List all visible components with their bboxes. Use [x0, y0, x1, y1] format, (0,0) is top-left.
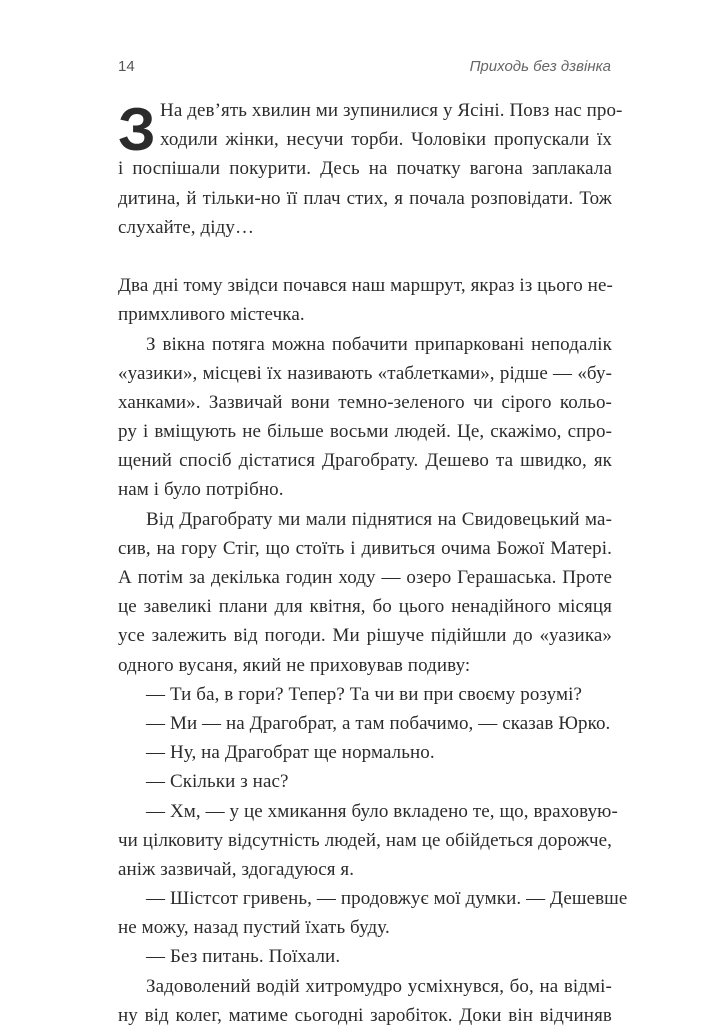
text-line: усе залежить від погоди. Ми рішуче підійшли до «уазика»	[118, 625, 612, 647]
text-line: і поспішали покурити. Десь на початку вагона заплакала	[118, 158, 612, 180]
drop-cap: З	[118, 96, 156, 163]
text-line: «уазики», місцеві їх називають «таблетками», рідше — «бу-	[118, 362, 612, 384]
text-line: ну від колег, матиме сьогодні заробіток. Доки він відчиняв	[118, 1004, 612, 1026]
text-line: — Ну, на Драгобрат ще нормально.	[146, 742, 435, 764]
text-line: сив, на гору Стіг, що стоїть і дивиться очима Божої Матері.	[118, 537, 612, 559]
text-line: нам і було потрібно.	[118, 479, 284, 501]
text-line: Від Драгобрату ми мали піднятися на Свидовецький ма-	[146, 508, 612, 530]
text-line: Два дні тому звідси почався наш маршрут, якраз із цього не-	[118, 275, 613, 297]
text-line: — Шістсот гривень, — продовжує мої думки. — Дешевше	[146, 888, 628, 910]
text-line: ханками». Зазвичай вони темно-зеленого чи сірого кольо-	[118, 391, 612, 413]
text-line: одного вусаня, який не приховував подиву:	[118, 654, 471, 676]
book-title: Приходь без дзвінка	[469, 58, 611, 75]
text-line: — Ми — на Драгобрат, а там побачимо, — сказав Юрко.	[146, 712, 611, 734]
text-line: не можу, назад пустий їхать буду.	[118, 917, 390, 939]
text-line: А потім за декілька годин ходу — озеро Герашаська. Проте	[118, 567, 612, 588]
running-header	[118, 58, 611, 80]
page-number: 14	[118, 58, 135, 75]
section-break	[118, 242, 612, 271]
text-line: На дев’ять хвилин ми зупинилися у Ясіні. Повз нас про-	[160, 100, 623, 121]
body-text	[118, 96, 628, 1030]
text-line: — Скільки з нас?	[146, 771, 289, 793]
text-line: З вікна потяга можна побачити припарковані неподалік	[146, 333, 612, 355]
text-line: дитина, й тільки-но її плач стих, я почала розповідати. Тож	[118, 187, 612, 209]
text-line: це завеликі плани для квітня, бо цього ненадійного місяця	[118, 596, 612, 618]
text-line: ходили жінки, несучи торби. Чоловіки пропускали їх	[160, 129, 612, 151]
text-line: примхливого містечка.	[118, 304, 305, 326]
text-line: — Хм, — у це хмикання було вкладено те, що, враховую-	[146, 800, 618, 822]
text-line: Задоволений водій хитромудро усміхнувся, бо, на відмі-	[146, 975, 612, 997]
text-line: — Без питань. Поїхали.	[146, 946, 341, 968]
text-line: слухайте, діду…	[118, 216, 255, 238]
text-line: чи цілковиту відсутність людей, нам це обійдеться дорожче,	[118, 829, 612, 851]
text-line: аніж зазвичай, здогадуюся я.	[118, 858, 355, 880]
text-line: — Ти ба, в гори? Тепер? Та чи ви при своєму розумі?	[146, 683, 583, 705]
text-line: ру і вміщують не більше восьми людей. Це, скажімо, спро-	[118, 421, 612, 443]
text-line: щений спосіб дістатися Драгобрату. Дешево та швидко, як	[118, 450, 612, 472]
